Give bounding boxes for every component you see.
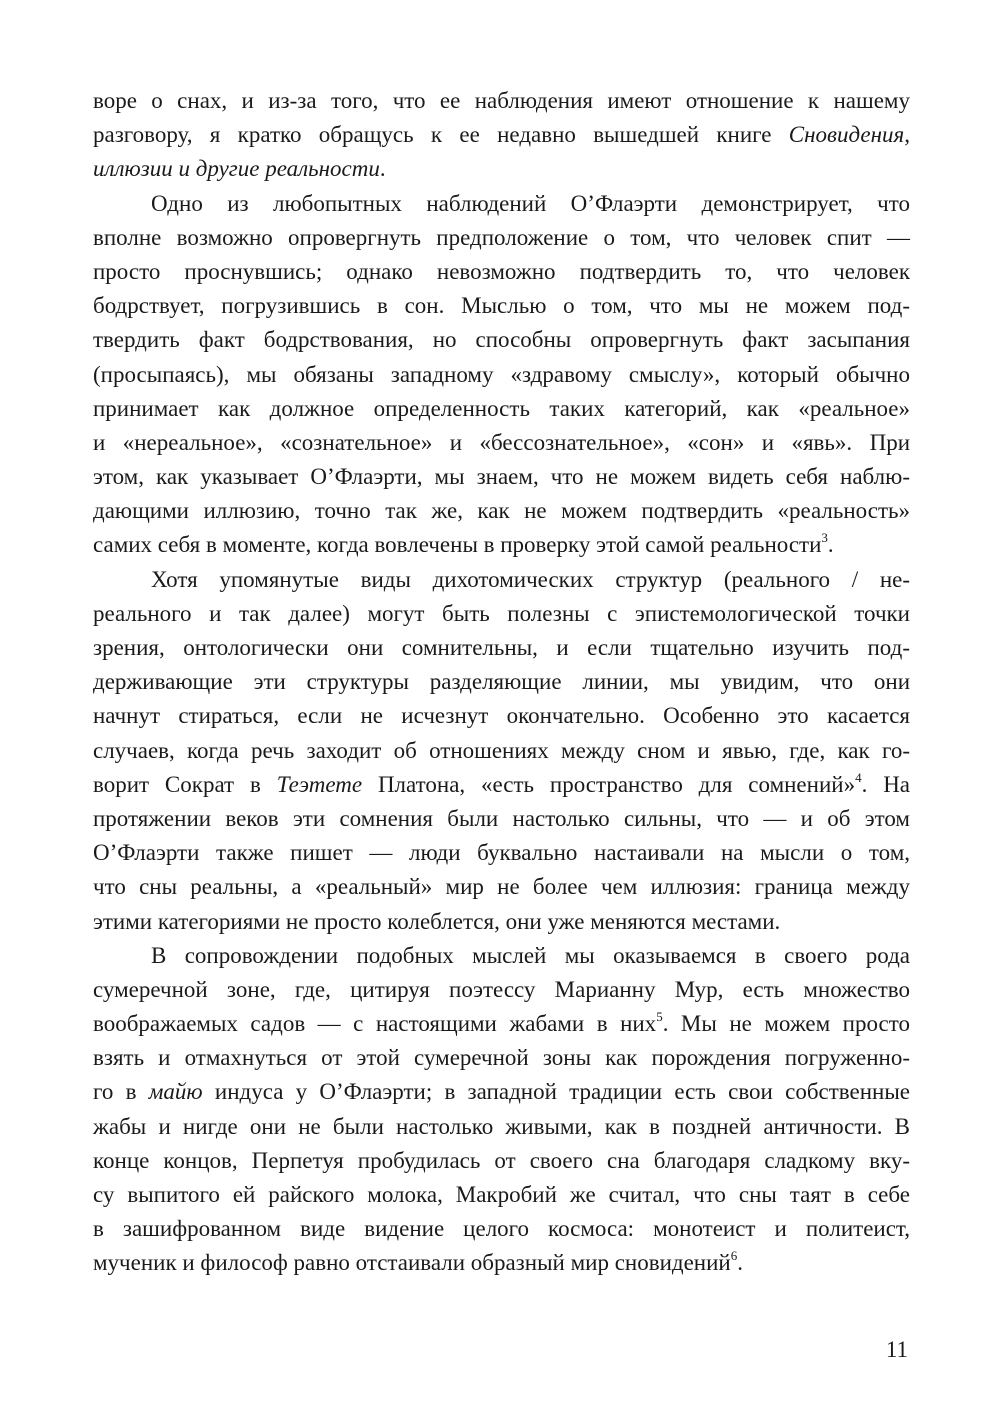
text-line: вполне возможно опровергнуть предположение о том, что человек спит —: [93, 224, 910, 250]
text-line: дающими иллюзию, точно так же, как не можем подтвердить «реальность»: [93, 498, 910, 524]
text-run: .: [737, 1250, 743, 1276]
text-run: индуса у О’Флаэрти; в западной традиции есть свои собственные: [214, 1079, 910, 1105]
text-line: Одно из любопытных наблюдений О’Флаэрти демонстрирует, что: [151, 190, 910, 216]
text-run: разговору, я кратко обращусь к ее недавно вышедшей книге: [93, 122, 772, 148]
text-line: жабы и нигде они не были настолько живыми, как в поздней античности. В: [93, 1113, 910, 1139]
text-line: О’Флаэрти также пишет — люди буквально настаивали на мысли о том,: [93, 840, 910, 866]
paragraph-4: [93, 939, 910, 1281]
text-line: этими категориями не просто колеблется, они уже меняются местами.: [93, 908, 781, 934]
text-line: принимает как должное определенность таких категорий, как «реальное»: [93, 395, 910, 421]
text-line: бодрствует, погрузившись в сон. Мыслью о том, что мы не можем под-: [93, 293, 910, 319]
book-title: Сновидения,: [788, 122, 910, 148]
text-run: . На: [861, 771, 911, 797]
book-title: иллюзии и другие реальности: [93, 156, 380, 182]
text-line: [93, 1075, 910, 1109]
paragraph-3: [93, 563, 910, 939]
text-line: су выпитого ей райского молока, Макробий же считал, что сны таят в себе: [93, 1182, 910, 1207]
text-line: случаев, когда речь заходит об отношениях между сном и явью, где, как го-: [93, 737, 910, 763]
footnote-marker: 4: [855, 769, 862, 785]
text-line: и «нереальное», «сознательное» и «бессознательное», «сон» и «явь». При: [93, 429, 910, 455]
term-italic: майю: [148, 1079, 203, 1105]
page-body: [93, 84, 910, 1281]
footnote-marker: 5: [656, 1009, 663, 1025]
text-line: [93, 152, 910, 186]
text-line: [93, 528, 910, 562]
text-line: [93, 768, 910, 802]
text-line: твердить факт бодрствования, но способны опровергнуть факт засыпания: [93, 327, 910, 353]
text-line: начнут стираться, если не исчезнут окончательно. Особенно это касается: [93, 703, 910, 729]
text-run: го в: [93, 1079, 137, 1105]
text-line: просто проснувшись; однако невозможно подтвердить то, что человек: [93, 258, 910, 284]
text-line: сумеречной зоне, где, цитируя поэтессу Марианну Мур, есть множество: [93, 976, 910, 1002]
text-line: воре о снах, и из-за того, что ее наблюдения имеют отношение к нашему: [93, 88, 910, 113]
text-line: зрения, онтологически они сомнительны, и если тщательно изучить под-: [93, 635, 910, 660]
text-line: [93, 1007, 910, 1041]
paragraph-1: [93, 84, 910, 187]
text-line: в зашифрованном виде видение целого космоса: монотеист и политеист,: [93, 1216, 910, 1242]
text-line: Хотя упомянутые виды дихотомических структур (реального / не-: [151, 566, 910, 592]
text-line: [93, 1246, 910, 1280]
text-line: В сопровождении подобных мыслей мы оказываемся в своего рода: [151, 942, 910, 968]
text-run: .: [379, 156, 386, 182]
text-line: держивающие эти структуры разделяющие линии, мы увидим, что они: [93, 669, 910, 695]
text-line: (просыпаясь), мы обязаны западному «здравому смыслу», который обычно: [93, 361, 910, 387]
text-run: самих себя в моменте, когда вовлечены в проверку этой самой реальности: [93, 532, 822, 558]
text-line: реального и так далее) могут быть полезны с эпистемологической точки: [93, 600, 910, 626]
text-run: Платона, «есть пространство для сомнений»: [377, 771, 856, 797]
footnote-marker: 3: [821, 530, 828, 546]
text-line: взять и отмахнуться от этой сумеречной зоны как порождения погруженно-: [93, 1045, 910, 1071]
text-run: ворит Сократ в: [93, 771, 261, 797]
book-title: Теэтете: [276, 771, 363, 797]
text-line: конце концов, Перпетуя пробудилась от своего сна благодаря сладкому вку-: [93, 1147, 910, 1173]
text-line: [93, 118, 910, 152]
text-run: воображаемых садов — с настоящими жабами в них: [93, 1011, 657, 1037]
text-line: что сны реальны, а «реальный» мир не более чем иллюзия: граница между: [93, 874, 910, 900]
paragraph-2: [93, 187, 910, 563]
text-line: протяжении веков эти сомнения были настолько сильны, что — и об этом: [93, 805, 910, 831]
page-number: 11: [885, 1337, 908, 1362]
text-line: этом, как указывает О’Флаэрти, мы знаем, что не можем видеть себя наблю-: [93, 464, 910, 490]
text-run: . Мы не можем просто: [662, 1011, 910, 1037]
footnote-marker: 6: [730, 1248, 738, 1264]
text-run: мученик и философ равно отстаивали образный мир сновидений: [93, 1250, 731, 1276]
text-run: .: [827, 532, 834, 558]
